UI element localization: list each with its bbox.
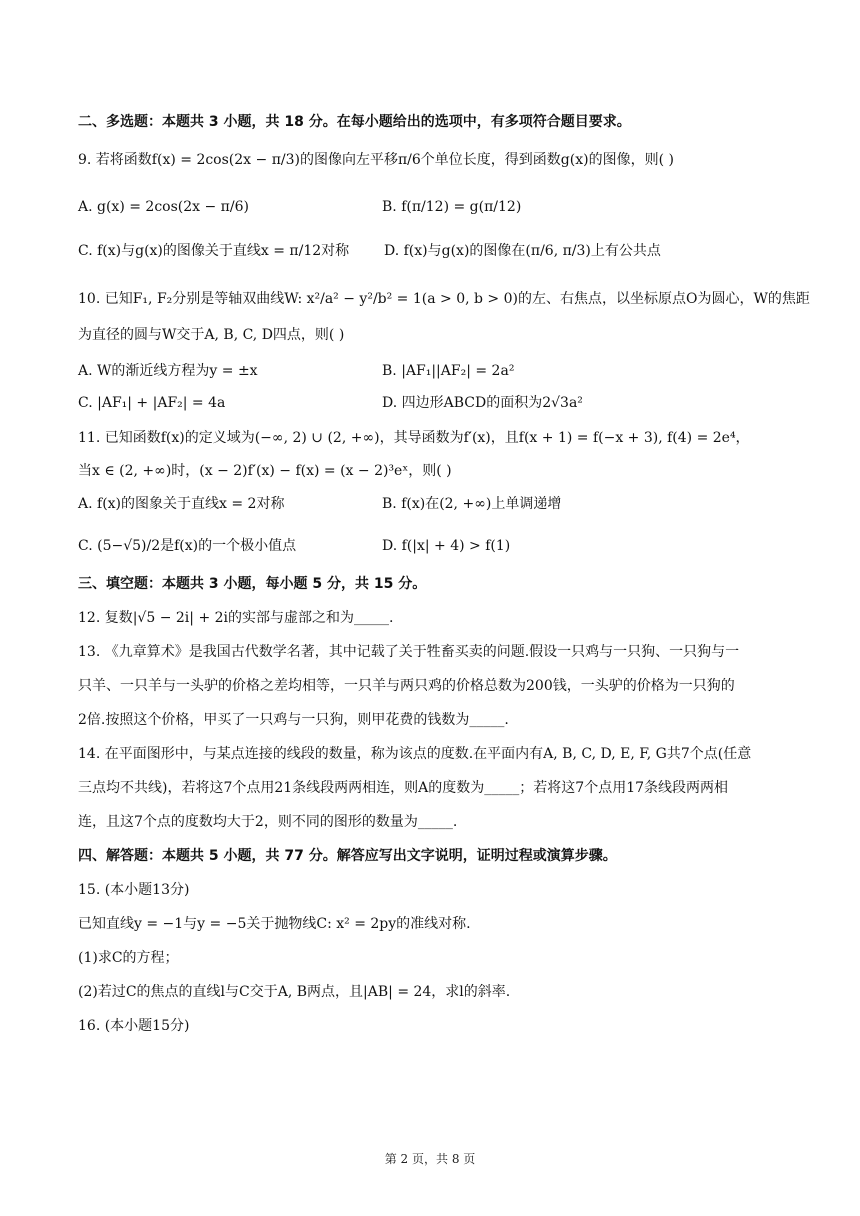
q10-option-b: B. |AF₁||AF₂| = 2a² [382,363,515,379]
q13-line3: 2倍.按照这个价格，甲买了一只鸡与一只狗，则甲花费的钱数为_____. [78,712,509,728]
q12-stem: 12. 复数|√5 − 2i| + 2i的实部与虚部之和为_____. [78,610,394,626]
q9-option-d: D. f(x)与g(x)的图像在(π/6, π/3)上有公共点 [384,243,661,259]
section-heading-multiple-choice: 二、多选题：本题共 3 小题，共 18 分。在每小题给出的选项中，有多项符合题目要求。 [78,114,631,130]
q14-line3: 连，且这7个点的度数均大于2，则不同的图形的数量为_____. [78,814,458,830]
page-number-footer: 第 2 页，共 8 页 [384,1152,476,1166]
q10-options-row2 [78,393,583,413]
q11-options-row1 [78,494,562,514]
q14-line2: 三点均不共线)，若将这7个点用21条线段两两相连，则A的度数为_____；若将这7个点用17条线段两两相 [78,780,729,796]
q13-line1: 13. 《九章算术》是我国古代数学名著，其中记载了关于牲畜买卖的问题.假设一只鸡与一只狗、一只狗与一 [78,644,740,660]
q10-stem-line1: 10. 已知F₁, F₂分别是等轴双曲线W: x²/a² − y²/b² = 1(a > 0, b > 0)的左、右焦点，以坐标原点O为圆心，W的焦距 [78,291,810,307]
q15-stem: 已知直线y = −1与y = −5关于抛物线C: x² = 2py的准线对称. [78,916,471,932]
q9-option-a: A. g(x) = 2cos(2x − π/6) [78,199,249,215]
q10-stem-line2: 为直径的圆与W交于A, B, C, D四点，则( ) [78,327,345,343]
q9-option-c: C. f(x)与g(x)的图像关于直线x = π/12对称 [78,243,350,259]
q15-part2: (2)若过C的焦点的直线l与C交于A, B两点，且|AB| = 24，求l的斜率. [78,984,511,1000]
q9-options-row1 [78,197,522,217]
q11-options-row2 [78,536,511,556]
q10-options-row1 [78,361,515,381]
q15-heading: 15. (本小题13分) [78,882,190,898]
section-heading-solutions: 四、解答题：本题共 5 小题，共 77 分。解答应写出文字说明，证明过程或演算步骤。 [78,848,617,864]
q10-option-c: C. |AF₁| + |AF₂| = 4a [78,395,226,411]
q11-option-c: C. (5−√5)/2是f(x)的一个极小值点 [78,538,297,554]
q11-option-d: D. f(|x| + 4) > f(1) [382,538,511,554]
q9-options-row2 [78,241,661,261]
q11-stem-line2: 当x ∈ (2, +∞)时，(x − 2)f′(x) − f(x) = (x − 2)³eˣ，则( ) [78,463,452,479]
q11-option-a: A. f(x)的图象关于直线x = 2对称 [78,496,285,512]
q9-option-b: B. f(π/12) = g(π/12) [382,199,522,215]
section-heading-fill-in: 三、填空题：本题共 3 小题，每小题 5 分，共 15 分。 [78,576,427,592]
q10-option-a: A. W的渐近线方程为y = ±x [78,363,258,379]
q11-stem-line1: 11. 已知函数f(x)的定义域为(−∞, 2) ∪ (2, +∞)，其导函数为f′(x)，且f(x + 1) = f(−x + 3), f(4) = 2e⁴， [78,430,750,446]
q10-option-d: D. 四边形ABCD的面积为2√3a² [382,395,583,411]
q16-heading: 16. (本小题15分) [78,1018,190,1034]
q9-stem: 9. 若将函数f(x) = 2cos(2x − π/3)的图像向左平移π/6个单位长度，得到函数g(x)的图像，则( ) [78,152,674,168]
q13-line2: 只羊、一只羊与一头驴的价格之差均相等，一只羊与两只鸡的价格总数为200钱，一头驴的价格为一只狗的 [78,678,735,694]
q14-line1: 14. 在平面图形中，与某点连接的线段的数量，称为该点的度数.在平面内有A, B, C, D, E, F, G共7个点(任意 [78,746,752,762]
q11-option-b: B. f(x)在(2, +∞)上单调递增 [382,496,562,512]
q15-part1: (1)求C的方程； [78,950,179,966]
